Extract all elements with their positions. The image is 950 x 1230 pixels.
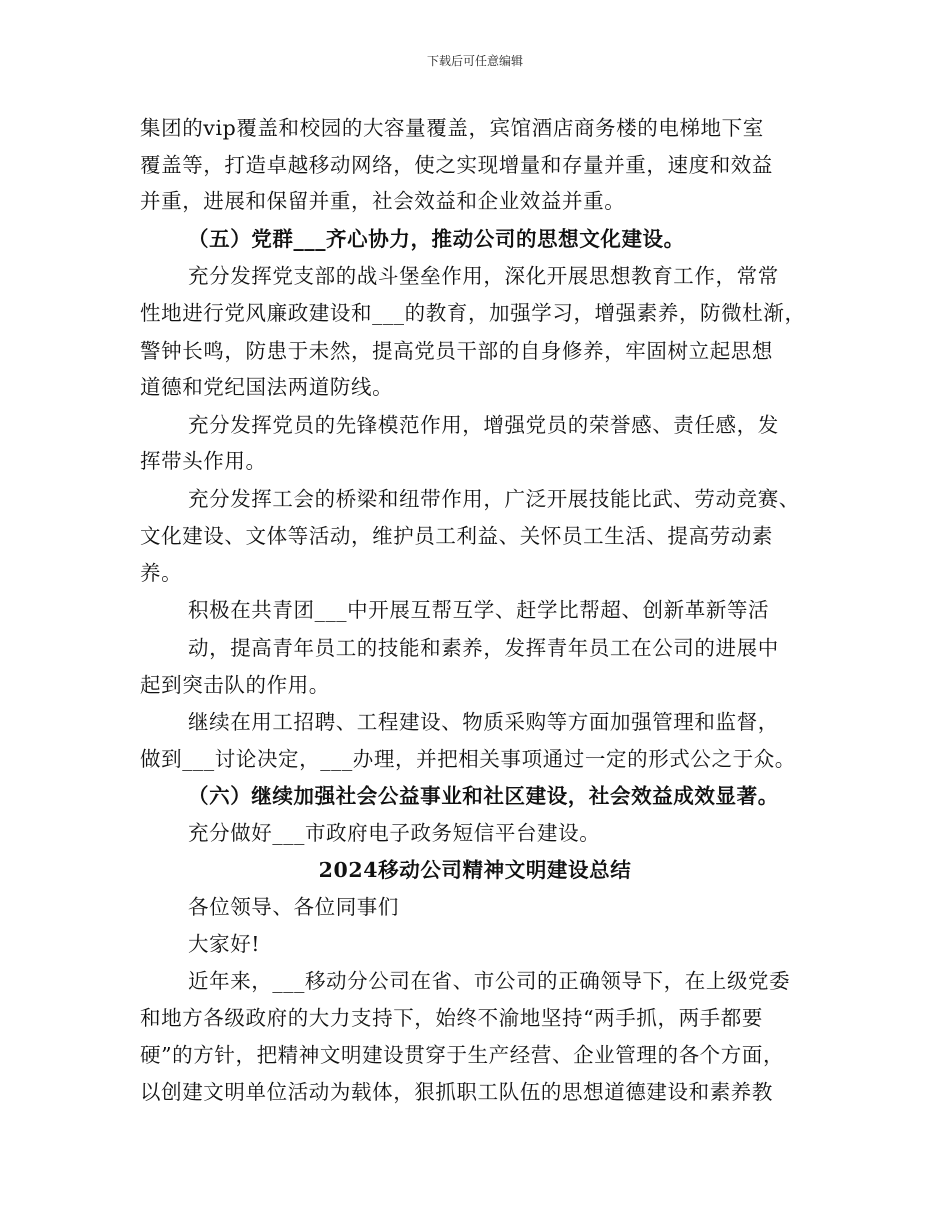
- body-line: 充分做好___市政府电子政务短信平台建设。: [188, 821, 601, 845]
- body-line: 覆盖等，打造卓越移动网络，使之实现增量和存量并重，速度和效益: [140, 153, 773, 177]
- salutation: 各位领导、各位同事们: [188, 895, 399, 919]
- body-line: 并重，进展和保留并重，社会效益和企业效益并重。: [140, 189, 626, 213]
- body-line: 做到___讨论决定，___办理，并把相关事项通过一定的形式公之于众。: [140, 747, 796, 771]
- document-title: 2024移动公司精神文明建设总结: [318, 858, 632, 882]
- body-line: 积极在共青团___中开展互帮互学、赶学比帮超、创新革新等活: [188, 598, 770, 622]
- section-heading-5: （五）党群___齐心协力，推动公司的思想文化建设。: [188, 227, 685, 251]
- page-header: 下载后可任意编辑: [426, 54, 523, 68]
- greeting: 大家好!: [188, 932, 261, 956]
- body-line: 道德和党纪国法两道防线。: [140, 375, 394, 399]
- body-line: 继续在用工招聘、工程建设、物质采购等方面加强管理和监督，: [188, 710, 779, 734]
- body-line: 和地方各级政府的大力支持下，始终不渝地坚持“两手抓，两手都要: [140, 1006, 763, 1030]
- body-line: 文化建设、文体等活动，维护员工利益、关怀员工生活、提高劳动素: [140, 524, 773, 548]
- body-line: 挥带头作用。: [140, 449, 267, 473]
- body-line: 充分发挥工会的桥梁和纽带作用，广泛开展技能比武、劳动竞赛、: [188, 487, 800, 511]
- body-line: 充分发挥党员的先锋模范作用，增强党员的荣誉感、责任感，发: [188, 413, 779, 437]
- body-line: 养。: [140, 561, 183, 585]
- body-line: 充分发挥党支部的战斗堡垒作用，深化开展思想教育工作，常常: [188, 264, 779, 288]
- body-line: 以创建文明单位活动为载体，狠抓职工队伍的思想道德建设和素养教: [140, 1080, 773, 1104]
- body-line: 近年来，___移动分公司在省、市公司的正确领导下，在上级党委: [188, 969, 791, 993]
- section-heading-6: （六）继续加强社会公益事业和社区建设，社会效益成效显著。: [188, 784, 779, 808]
- body-line: 性地进行党风廉政建设和___的教育，加强学习，增强素养，防微杜渐，: [140, 301, 806, 325]
- body-line: 起到突击队的作用。: [140, 673, 330, 697]
- body-line: 硬”的方针，把精神文明建设贯穿于生产经营、企业管理的各个方面，: [140, 1043, 785, 1067]
- body-line: 动，提高青年员工的技能和素养，发挥青年员工在公司的进展中: [188, 636, 779, 660]
- body-line: 集团的vip覆盖和校园的大容量覆盖，宾馆酒店商务楼的电梯地下室: [140, 116, 764, 140]
- body-line: 警钟长鸣，防患于未然，提高党员干部的自身修养，牢固树立起思想: [140, 339, 773, 363]
